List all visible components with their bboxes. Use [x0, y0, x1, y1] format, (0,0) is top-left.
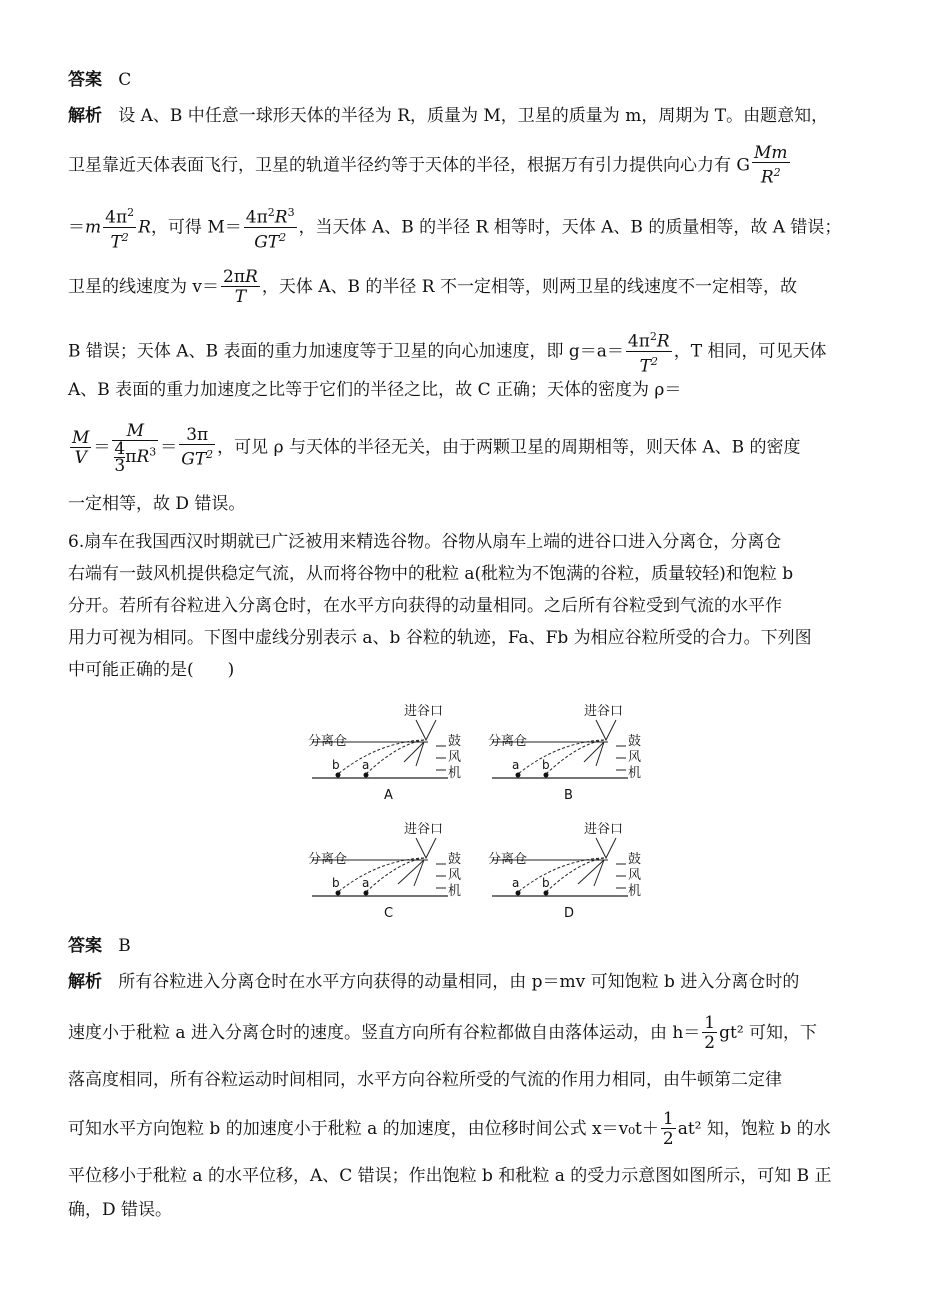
option-label: C [384, 906, 394, 921]
blower-label-2: 风 [628, 750, 642, 765]
formula-4pi2-T2: $\frac{4\pi^2}{T^2}$ [105, 206, 135, 253]
blower-label-2: 风 [628, 868, 642, 883]
q5-analysis-line-7: $\frac{M}{V}$ ＝ M $\frac{4}{3}$ $\pi R^3$ ＝ $\frac{3\pi}{GT^2}$ ，可见 ρ 与天体的半径无关，由于两颗卫星的周期相等，则天体 A、B 的密度 [72, 421, 801, 476]
formula-half-2: $\frac{1}{2}$ [662, 1109, 674, 1149]
chamber-label: 分离仓 [488, 852, 528, 867]
q5-analysis-line-4 [68, 268, 797, 307]
q6-stem-1 [68, 530, 781, 554]
q5-text-1: 设 A、B 中任意一球形天体的半径为 R，质量为 M，卫星的质量为 m，周期为 T。由题意知， [118, 106, 829, 126]
option-label: A [384, 788, 393, 803]
formula-half: $\frac{1}{2}$ [704, 1013, 716, 1053]
formula-density-mid: M $\frac{4}{3}$ $\pi R^3$ [114, 421, 157, 476]
q6-stem-text-4: 用力可视为相同。下图中虚线分别表示 a、b 谷粒的轨迹，Fa、Fb 为相应谷粒所受的合力。下列图 [68, 628, 812, 648]
grain-label: a [362, 758, 370, 772]
q5-text-3b: ，当天体 A、B 的半径 R 相等时，天体 A、B 的质量相等，故 A 错误； [298, 217, 842, 238]
grain-label: b [542, 876, 550, 890]
q6-text-4a: 可知水平方向饱粒 b 的加速度小于秕粒 a 的加速度，由位移时间公式 x＝v₀t＋ [68, 1119, 659, 1139]
q6-stem-3 [68, 594, 782, 618]
q6-analysis-line-5 [68, 1164, 832, 1188]
formula-density: $\frac{3\pi}{GT^2}$ [181, 425, 214, 470]
q6-analysis-line-4 [68, 1110, 831, 1149]
q6-analysis-line-1 [68, 970, 799, 994]
diagram-A [308, 700, 478, 810]
q5-answer-line [68, 68, 131, 92]
blower-label-3: 机 [628, 884, 642, 899]
q5-analysis-line-8 [68, 492, 245, 516]
q6-text-2b: gt² 可知，下 [719, 1023, 818, 1043]
q5-analysis-line-2 [68, 144, 792, 188]
q6-text-5: 平位移小于秕粒 a 的水平位移，A、C 错误；作出饱粒 b 和秕粒 a 的受力示意图如图所示，可知 B 正 [68, 1166, 832, 1186]
q6-analysis-line-2 [68, 1014, 817, 1053]
grain-label: b [542, 758, 550, 772]
blower-label-2: 风 [448, 750, 462, 765]
q5-analysis-line-1 [68, 104, 828, 128]
q5-text-8: 一定相等，故 D 错误。 [68, 494, 246, 514]
q6-text-3: 落高度相同，所有谷粒运动时间相同，水平方向谷粒所受的气流的作用力相同，由牛顿第二定律 [68, 1070, 782, 1090]
blower-label-3: 机 [628, 766, 642, 781]
blower-label-1: 鼓 [628, 734, 642, 749]
q5-analysis-line-5 [68, 328, 826, 376]
chamber-label: 分离仓 [488, 734, 528, 749]
formula-velocity: $\frac{2\pi R}{T}$ [223, 267, 258, 307]
blower-label-3: 机 [448, 766, 462, 781]
chamber-label: 分离仓 [308, 734, 348, 749]
answer-label: 答案 [68, 70, 102, 90]
grain-label: a [512, 876, 520, 890]
inlet-label: 进谷口 [404, 704, 444, 719]
blower-label-1: 鼓 [448, 734, 462, 749]
formula-mass: $\frac{4\pi^2R^3}{GT^2}$ [245, 206, 295, 253]
inlet-label: 进谷口 [584, 822, 624, 837]
q5-text-2: 卫星靠近天体表面飞行，卫星的轨道半径约等于天体的半径，根据万有引力提供向心力有 G [68, 155, 750, 176]
q6-text-2a: 速度小于秕粒 a 进入分离仓时的速度。竖直方向所有谷粒都做自由落体运动，由 h＝ [68, 1023, 701, 1043]
q5-text-5: B 错误；天体 A、B 表面的重力加速度等于卫星的向心加速度，即 g＝a＝ [68, 341, 624, 362]
q5-text-4: 卫星的线速度为 v＝ [68, 277, 220, 297]
option-label: D [564, 906, 575, 921]
option-label: B [564, 788, 573, 803]
q5-analysis-line-3: ＝m $\frac{4\pi^2}{T^2}$ R，可得 M＝ $\frac{4\pi^2R^3}{GT^2}$ ，当天体 A、B 的半径 R 相等时，天体 A、B 的质量相等，故 A 错误； [68, 206, 842, 253]
q6-answer-line [68, 934, 131, 958]
q6-analysis-line-6 [68, 1198, 172, 1222]
formula-accel: $\frac{4\pi^2R}{T^2}$ [627, 330, 670, 377]
answer-label: 答案 [68, 936, 102, 956]
answer-value: B [118, 936, 131, 956]
grain-label: a [512, 758, 520, 772]
grain-label: a [362, 876, 370, 890]
q6-text-4b: at² 知，饱粒 b 的水 [677, 1119, 831, 1139]
q5-analysis-line-6 [68, 378, 681, 402]
inlet-label: 进谷口 [584, 704, 624, 719]
formula-M-over-V: $\frac{M}{V}$ [72, 427, 90, 468]
analysis-label: 解析 [68, 972, 102, 992]
blower-label-3: 机 [448, 884, 462, 899]
q5-text-4b: ，天体 A、B 的半径 R 不一定相等，则两卫星的线速度不一定相等，故 [261, 277, 798, 297]
q5-text-7: ，可见 ρ 与天体的半径无关，由于两颗卫星的周期相等，则天体 A、B 的密度 [217, 437, 801, 458]
q5-text-3: ，可得 M＝ [150, 217, 242, 238]
q6-text-6: 确，D 错误。 [68, 1200, 173, 1220]
q6-stem-2 [68, 562, 793, 586]
blower-label-1: 鼓 [628, 852, 642, 867]
analysis-label: 解析 [68, 106, 102, 126]
q5-text-5b: ，T 相同，可见天体 [673, 341, 827, 362]
winnowing-figure [308, 700, 648, 920]
chamber-label: 分离仓 [308, 852, 348, 867]
diagram-B [488, 700, 658, 810]
diagram-C [308, 818, 478, 928]
grain-label: b [332, 758, 340, 772]
q6-stem-text-1: 6.扇车在我国西汉时期就已广泛被用来精选谷物。谷物从扇车上端的进谷口进入分离仓，分离仓 [68, 532, 782, 552]
diagram-D [488, 818, 658, 928]
q6-stem-text-2: 右端有一鼓风机提供稳定气流，从而将谷物中的秕粒 a(秕粒为不饱满的谷粒，质量较轻)和饱粒 b [68, 564, 794, 584]
q6-stem-text-5: 中可能正确的是( ) [68, 660, 235, 680]
q6-text-1: 所有谷粒进入分离仓时在水平方向获得的动量相同，由 p＝mv 可知饱粒 b 进入分离仓时的 [118, 972, 800, 992]
q6-stem-text-3: 分开。若所有谷粒进入分离仓时，在水平方向获得的动量相同。之后所有谷粒受到气流的水平作 [68, 596, 782, 616]
q6-stem-5 [68, 658, 234, 682]
blower-label-2: 风 [448, 868, 462, 883]
answer-value: C [118, 70, 132, 90]
q6-analysis-line-3 [68, 1068, 782, 1092]
grain-label: b [332, 876, 340, 890]
q6-stem-4 [68, 626, 812, 650]
q5-text-6: A、B 表面的重力加速度之比等于它们的半径之比，故 C 正确；天体的密度为 ρ＝ [68, 380, 682, 400]
inlet-label: 进谷口 [404, 822, 444, 837]
formula-Mm-R2: $\frac{Mm}{R^2}$ [753, 143, 788, 188]
blower-label-1: 鼓 [448, 852, 462, 867]
